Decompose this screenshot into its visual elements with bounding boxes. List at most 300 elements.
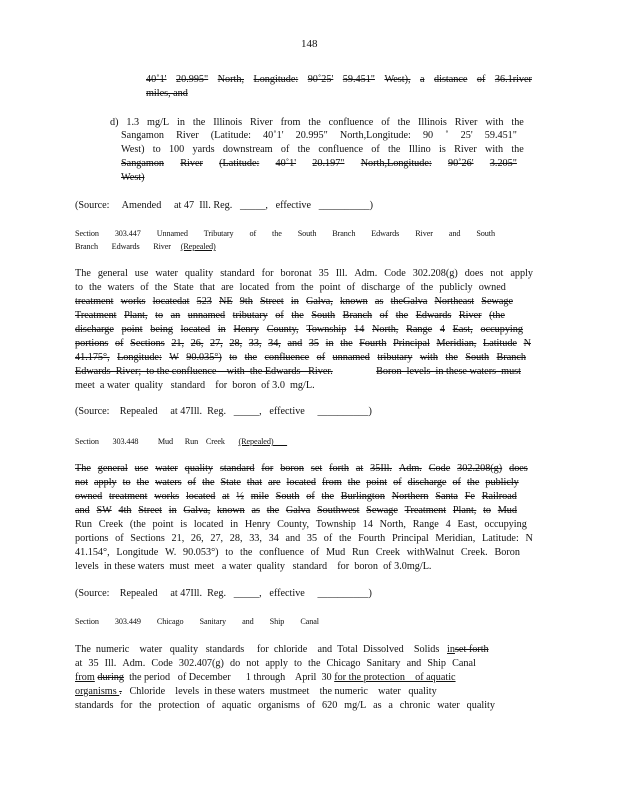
text-line xyxy=(75,561,431,573)
word: River xyxy=(176,130,199,141)
text-run: Section 303.448 Mud Run Creek xyxy=(75,437,239,446)
word: boronat xyxy=(280,268,312,279)
word: (Latitude: xyxy=(210,130,251,141)
text-line xyxy=(75,310,505,322)
word: 100 xyxy=(168,144,185,155)
text-run: levels in these waters must meet a water quality standard for boron of 3.0mg/L. xyxy=(75,561,432,572)
word: in xyxy=(325,338,334,349)
word: Railroad xyxy=(481,491,517,502)
word: 36.1river xyxy=(494,74,532,85)
text-run: West) xyxy=(121,172,145,183)
word: Sections xyxy=(130,533,165,544)
word: 523 xyxy=(196,296,212,307)
word: of xyxy=(381,117,390,128)
word: Treatment xyxy=(404,505,447,516)
word: downstream xyxy=(222,144,273,155)
word: 33, xyxy=(249,533,262,544)
word: of xyxy=(393,477,402,488)
word: 25' xyxy=(460,130,473,141)
word: 620 xyxy=(322,700,338,711)
word: Mud xyxy=(497,505,517,516)
word: 14 xyxy=(362,519,373,530)
word: County, xyxy=(266,324,299,335)
word: Chicago xyxy=(326,658,361,669)
word: discharge xyxy=(75,324,114,335)
word: Canal xyxy=(300,617,319,626)
word: of xyxy=(306,491,315,502)
word: from xyxy=(321,477,342,488)
word: Boron xyxy=(494,547,520,558)
word: Sanitary xyxy=(199,617,227,626)
word: West) xyxy=(121,144,145,155)
text-run: (Repealed) xyxy=(238,437,288,446)
word: W. xyxy=(165,547,177,558)
word: Meridian, xyxy=(435,533,476,544)
word: of xyxy=(206,700,216,711)
word: Henry xyxy=(233,324,259,335)
word: 35 xyxy=(308,338,319,349)
text-run: Chloride levels in these waters mustmeet the numeric water quality xyxy=(121,686,437,697)
word: Township xyxy=(315,519,356,530)
word: mile xyxy=(250,491,269,502)
source-note xyxy=(75,406,372,418)
word: 35Ill. xyxy=(370,463,392,474)
word: occupying xyxy=(480,324,523,335)
word: Illino xyxy=(408,144,431,155)
word: located xyxy=(239,282,270,293)
word: Creek xyxy=(98,519,124,530)
word: point xyxy=(366,477,388,488)
word: in xyxy=(290,296,299,307)
word: ½ xyxy=(236,491,244,502)
word: Range xyxy=(412,519,439,530)
word: from xyxy=(275,282,295,293)
word: Creek xyxy=(375,547,401,558)
word: not xyxy=(75,477,89,488)
word: an xyxy=(170,310,181,321)
word: W xyxy=(169,352,179,363)
word: Plant, xyxy=(124,310,148,321)
text-line xyxy=(146,88,188,100)
word: 35 xyxy=(306,533,318,544)
word: as xyxy=(373,700,382,711)
word: with xyxy=(484,144,504,155)
word: of xyxy=(379,310,389,321)
word: yards xyxy=(192,144,215,155)
word: North, xyxy=(379,519,406,530)
word: standards xyxy=(75,700,114,711)
word: the xyxy=(445,352,458,363)
word: 9th xyxy=(239,296,253,307)
word: with xyxy=(485,117,504,128)
word: Edwards xyxy=(371,229,400,238)
word: to xyxy=(225,547,234,558)
word: Branch xyxy=(496,352,526,363)
word: quality xyxy=(466,700,495,711)
word: Fe xyxy=(464,491,475,502)
text-line xyxy=(75,644,489,656)
word: 21, xyxy=(171,338,185,349)
word: Illinois xyxy=(418,117,447,128)
word: East, xyxy=(457,519,478,530)
word: the xyxy=(301,282,314,293)
word: Chicago xyxy=(156,617,184,626)
word: 41.154°, xyxy=(75,547,110,558)
word: River xyxy=(458,310,482,321)
word: Branch xyxy=(342,310,373,321)
word: tributary xyxy=(232,310,268,321)
word: and xyxy=(242,617,254,626)
word: discharge xyxy=(361,282,401,293)
word: tributary xyxy=(377,352,413,363)
text-line xyxy=(75,519,527,531)
word: discharge xyxy=(407,477,447,488)
word: for xyxy=(261,268,274,279)
word: and xyxy=(287,338,303,349)
word: 4 xyxy=(439,324,445,335)
word: to xyxy=(75,282,83,293)
word: State xyxy=(220,477,241,488)
word: owned xyxy=(75,491,103,502)
word: Henry xyxy=(244,519,271,530)
word: distance xyxy=(434,74,468,85)
word: the xyxy=(338,533,352,544)
word: Section xyxy=(75,617,99,626)
section-heading xyxy=(75,241,216,252)
word: Galva, xyxy=(183,505,211,516)
word: Edwards xyxy=(415,310,452,321)
word: the xyxy=(321,491,334,502)
word: 40˚1' xyxy=(275,158,297,169)
section-heading xyxy=(75,616,319,627)
word: in xyxy=(177,117,185,128)
word: 21, xyxy=(171,533,185,544)
text-line xyxy=(75,380,315,392)
word: River xyxy=(454,117,478,128)
word: Street xyxy=(259,296,284,307)
word: 90 xyxy=(422,130,434,141)
text-line xyxy=(75,324,523,336)
word: confluence xyxy=(259,547,304,558)
word: point xyxy=(152,519,174,530)
source-note xyxy=(75,588,372,600)
word: River xyxy=(250,117,273,128)
word: Adm. xyxy=(354,268,378,279)
word: Treatment xyxy=(75,310,117,321)
word: water xyxy=(155,463,178,474)
word: Galva xyxy=(285,505,311,516)
word: 303.447 xyxy=(114,229,141,238)
word: the xyxy=(466,477,480,488)
text-run xyxy=(351,366,359,378)
word: located xyxy=(185,491,216,502)
word: 4th xyxy=(118,505,132,516)
word: Ship xyxy=(269,617,285,626)
word: owned xyxy=(478,282,506,293)
text-run: from xyxy=(75,672,95,683)
word: being xyxy=(150,324,173,335)
word: and xyxy=(285,533,301,544)
word: 90.035°) xyxy=(186,352,222,363)
word: Creek. xyxy=(460,547,488,558)
word: treatment xyxy=(75,296,114,307)
word: North,Longitude: xyxy=(360,158,432,169)
word: 302.208(g) xyxy=(457,463,503,474)
word: chronic xyxy=(399,700,431,711)
word: South xyxy=(297,229,317,238)
word: theGalva xyxy=(390,296,428,307)
word: N xyxy=(523,338,531,349)
word: County, xyxy=(277,519,309,530)
word: Ship xyxy=(427,658,447,669)
word: the xyxy=(240,547,253,558)
word: known xyxy=(340,296,368,307)
word: locatedat xyxy=(152,296,190,307)
word: Latitude xyxy=(482,338,517,349)
text-line xyxy=(75,352,526,364)
text-line xyxy=(75,533,533,545)
word: the xyxy=(347,477,361,488)
text-run: meet a water quality standard for boron of 3.0 mg/L. xyxy=(75,380,315,391)
word: portions xyxy=(75,338,109,349)
word: to xyxy=(155,310,164,321)
word: Illinois xyxy=(213,117,243,128)
word: mg/L xyxy=(344,700,367,711)
word: of xyxy=(452,477,461,488)
word: from xyxy=(280,117,301,128)
word: forth xyxy=(329,463,349,474)
text-line xyxy=(75,366,521,378)
word: and xyxy=(448,229,461,238)
word: the xyxy=(511,117,524,128)
word: standard xyxy=(219,463,255,474)
word: 4 xyxy=(445,519,451,530)
word: 40˚1' xyxy=(146,74,167,85)
word: does xyxy=(509,463,528,474)
word: 302.407(g) xyxy=(178,658,224,669)
word: of xyxy=(275,310,284,321)
word: of xyxy=(306,700,316,711)
section-heading xyxy=(75,228,495,239)
word: 90.053°) xyxy=(183,547,219,558)
word: located xyxy=(180,324,211,335)
word: 34 xyxy=(268,533,279,544)
word: of xyxy=(115,533,124,544)
word: Longitude: xyxy=(253,74,299,85)
text-run: Branch Edwards River xyxy=(75,242,181,251)
word: Latitude: xyxy=(482,533,519,544)
word: 27, xyxy=(210,533,224,544)
text-run: (Source: Repealed at 47Ill. Reg. _____, effective __________) xyxy=(75,588,372,599)
word: 41.175°, xyxy=(75,352,110,363)
text-line xyxy=(121,158,517,170)
word: known xyxy=(217,505,245,516)
word: the xyxy=(397,117,411,128)
word: mg/L xyxy=(147,117,170,128)
text-run: (Source: Amended at 47 Ill. Reg. _____, effective __________) xyxy=(75,200,374,211)
word: apply xyxy=(94,477,117,488)
word: 59.451" xyxy=(342,74,375,85)
word: 1.3 xyxy=(126,117,140,128)
word: the xyxy=(395,310,409,321)
word: Northern xyxy=(391,491,429,502)
word: to xyxy=(152,144,161,155)
word: located xyxy=(193,519,224,530)
word: Township xyxy=(306,324,347,335)
word: Code xyxy=(428,463,451,474)
word: works xyxy=(154,491,180,502)
word: the xyxy=(388,144,401,155)
word: North, xyxy=(217,74,244,85)
word: Sangamon xyxy=(121,158,165,169)
word: general xyxy=(97,463,128,474)
word: (Latitude: xyxy=(219,158,260,169)
text-line xyxy=(121,172,145,184)
word: 26, xyxy=(190,338,204,349)
word: of xyxy=(346,282,356,293)
word: of xyxy=(371,144,380,155)
word: State xyxy=(173,282,194,293)
word: Plant, xyxy=(452,505,477,516)
word: organisms xyxy=(258,700,300,711)
text-run: in xyxy=(447,644,455,655)
word: Ill. xyxy=(104,658,117,669)
word: N xyxy=(525,533,533,544)
word: water xyxy=(437,700,460,711)
word: the xyxy=(272,229,282,238)
word: and xyxy=(406,658,422,669)
word: portions xyxy=(75,533,109,544)
word: River xyxy=(454,144,477,155)
word: South xyxy=(465,352,490,363)
word: North, xyxy=(372,324,399,335)
word: protection xyxy=(158,700,200,711)
text-line xyxy=(146,74,532,86)
word: of xyxy=(280,144,290,155)
word: general xyxy=(97,268,128,279)
word: use xyxy=(134,463,149,474)
text-line xyxy=(75,282,506,294)
text-run: miles, and xyxy=(146,88,188,99)
word: 26, xyxy=(190,533,204,544)
word: Adm. xyxy=(398,463,422,474)
word: 20.197" xyxy=(312,158,345,169)
word: treatment xyxy=(108,491,148,502)
word: at xyxy=(355,463,364,474)
word: in xyxy=(230,519,239,530)
word: The xyxy=(75,463,91,474)
word: the xyxy=(308,658,321,669)
word: South xyxy=(311,310,336,321)
text-line xyxy=(75,296,513,308)
word: South xyxy=(275,491,300,502)
word: 59.451" xyxy=(484,130,517,141)
word: Galva, xyxy=(306,296,333,307)
word: unnamed xyxy=(332,352,370,363)
word: of xyxy=(115,338,124,349)
word: point xyxy=(121,324,143,335)
word: Sections xyxy=(130,338,165,349)
text-run: The numeric water quality standards for chloride and Total Dissolved Solids xyxy=(75,644,448,655)
word: of xyxy=(249,229,257,238)
word: of xyxy=(476,74,486,85)
word: Longitude xyxy=(116,547,159,558)
word: 28, xyxy=(229,338,243,349)
word: not xyxy=(490,268,504,279)
word: Range xyxy=(406,324,433,335)
text-run: (Repealed) xyxy=(180,242,216,251)
word: of xyxy=(310,547,320,558)
word: water xyxy=(155,268,178,279)
word: d) xyxy=(110,117,119,128)
text-line xyxy=(75,338,531,350)
word: confluence xyxy=(328,117,374,128)
word: Southwest xyxy=(316,505,360,516)
word: Canal xyxy=(452,658,476,669)
word: the xyxy=(139,700,152,711)
word: Sanitary xyxy=(366,658,401,669)
text-line xyxy=(75,547,520,559)
text-run: . xyxy=(119,686,122,697)
word: a xyxy=(388,700,393,711)
word: Principal xyxy=(391,533,429,544)
word: Santa xyxy=(435,491,458,502)
word: River xyxy=(180,158,203,169)
text-line xyxy=(75,491,517,503)
word: quality xyxy=(184,463,214,474)
word: waters xyxy=(155,477,182,488)
word: Street xyxy=(138,505,162,516)
word: to xyxy=(294,658,302,669)
word: East, xyxy=(452,324,473,335)
text-run: organisms xyxy=(75,686,120,697)
word: is xyxy=(180,519,188,530)
word: of xyxy=(323,533,333,544)
word: 27, xyxy=(210,338,223,349)
word: set xyxy=(310,463,323,474)
word: Branch xyxy=(332,229,356,238)
word: not xyxy=(246,658,260,669)
word: of xyxy=(406,282,415,293)
word: Northeast xyxy=(434,296,475,307)
text-run: Edwards River; to the confluence with the Edwards River. xyxy=(75,366,333,377)
word: Sewage xyxy=(481,296,513,307)
word: Fourth xyxy=(358,533,386,544)
text-line xyxy=(75,672,456,684)
word: a xyxy=(420,74,425,85)
text-run: Boron levels in these waters must xyxy=(376,366,521,377)
word: Unnamed xyxy=(156,229,188,238)
word: 303.449 xyxy=(114,617,141,626)
word: 90˚26' xyxy=(447,158,474,169)
word: the xyxy=(192,117,206,128)
text-run: set forth xyxy=(454,644,489,655)
word: standard xyxy=(220,268,255,279)
section-heading xyxy=(75,436,287,447)
word: withWalnut xyxy=(406,547,455,558)
word: in xyxy=(168,505,177,516)
word: the xyxy=(89,282,102,293)
word: Mud xyxy=(325,547,346,558)
word: the xyxy=(244,352,258,363)
word: as xyxy=(374,296,384,307)
text-line xyxy=(121,130,517,142)
word: 33, xyxy=(248,338,262,349)
text-line xyxy=(75,658,476,670)
word: 40˚1' xyxy=(263,130,284,141)
word: aquatic xyxy=(221,700,252,711)
word: Code xyxy=(384,268,406,279)
